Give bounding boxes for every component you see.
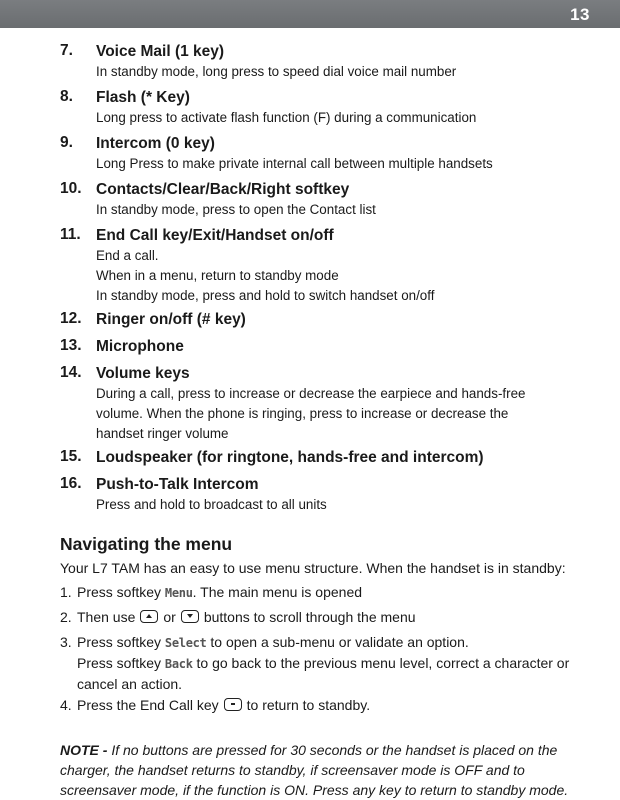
step-text: or (163, 609, 176, 625)
step-text: to open a sub-menu or validate an option. (206, 634, 469, 650)
list-item (60, 226, 600, 306)
item-description: In standby mode, press to open the Contact list (96, 202, 376, 217)
step-number: 3. (60, 634, 72, 650)
item-description: Long Press to make private internal call between multiple handsets (96, 156, 493, 171)
item-description: In standby mode, long press to speed dial voice mail number (96, 64, 457, 79)
section-title: Navigating the menu (60, 534, 233, 554)
item-number: 14. (60, 364, 82, 381)
item-number: 10. (60, 180, 82, 197)
list-item (60, 42, 600, 82)
item-description: When in a menu, return to standby mode (96, 268, 339, 283)
item-number: 8. (60, 88, 73, 105)
page-number: 13 (570, 5, 590, 24)
down-arrow-button-icon (181, 610, 199, 623)
item-title: Loudspeaker (for ringtone, hands-free and intercom) (96, 449, 484, 466)
softkey-label: Menu (164, 586, 193, 600)
step-item (60, 695, 600, 715)
page-header-bar (0, 0, 620, 28)
item-title: Ringer on/off (# key) (96, 311, 246, 328)
step-item (60, 632, 600, 694)
step-number: 1. (60, 584, 72, 600)
softkey-label: Back (164, 657, 193, 671)
item-number: 7. (60, 42, 73, 59)
item-title: Contacts/Clear/Back/Right softkey (96, 181, 350, 198)
item-description: In standby mode, press and hold to switch handset on/off (96, 288, 435, 303)
note-text: If no buttons are pressed for 30 seconds or the handset is placed on the (111, 742, 558, 758)
step-item (60, 607, 600, 627)
step-text: to return to standby. (246, 697, 371, 713)
section-intro: Your L7 TAM has an easy to use menu structure. When the handset is in standby: (60, 560, 566, 576)
item-number: 15. (60, 448, 82, 465)
item-description: handset ringer volume (96, 426, 229, 441)
item-title: Push-to-Talk Intercom (96, 476, 259, 493)
list-item (60, 337, 600, 357)
step-number: 4. (60, 697, 72, 713)
item-title: End Call key/Exit/Handset on/off (96, 227, 334, 244)
end-call-button-icon (224, 698, 242, 711)
step-number: 2. (60, 609, 72, 625)
step-item (60, 582, 600, 603)
item-number: 13. (60, 337, 82, 354)
list-item (60, 180, 600, 220)
item-description: volume. When the phone is ringing, press to increase or decrease the (96, 406, 509, 421)
note-block (60, 740, 600, 800)
step-text: buttons to scroll through the menu (203, 609, 416, 625)
item-number: 9. (60, 134, 73, 151)
item-number: 16. (60, 475, 82, 492)
item-number: 12. (60, 310, 82, 327)
step-text: Press softkey (77, 584, 165, 600)
list-item (60, 364, 600, 444)
note-label: NOTE - (60, 742, 112, 758)
list-item (60, 448, 600, 468)
step-text: Press softkey (77, 655, 165, 671)
item-title: Intercom (0 key) (96, 135, 215, 152)
step-text: cancel an action. (77, 676, 183, 692)
item-title: Flash (* Key) (96, 89, 190, 106)
step-text: Press softkey (77, 634, 165, 650)
step-text: to go back to the previous menu level, correct a character or (192, 655, 570, 671)
list-item (60, 134, 600, 174)
list-item (60, 310, 600, 330)
step-text: . The main menu is opened (192, 584, 363, 600)
list-item (60, 88, 600, 128)
note-text: charger, the handset returns to standby, if screensaver mode is OFF and to (60, 762, 525, 778)
item-title: Microphone (96, 338, 184, 355)
list-item (60, 475, 600, 515)
step-text: Then use (77, 609, 136, 625)
item-description: During a call, press to increase or decrease the earpiece and hands-free (96, 386, 526, 401)
item-title: Voice Mail (1 key) (96, 43, 225, 60)
step-text: Press the End Call key (77, 697, 219, 713)
item-description: End a call. (96, 248, 159, 263)
softkey-label: Select (164, 636, 207, 650)
item-title: Volume keys (96, 365, 190, 382)
item-description: Press and hold to broadcast to all units (96, 497, 327, 512)
note-text: screensaver mode, if the function is ON. Press any key to return to standby mode. (60, 782, 569, 798)
item-number: 11. (60, 226, 81, 243)
up-arrow-button-icon (140, 610, 158, 623)
item-description: Long press to activate flash function (F) during a communication (96, 110, 477, 125)
